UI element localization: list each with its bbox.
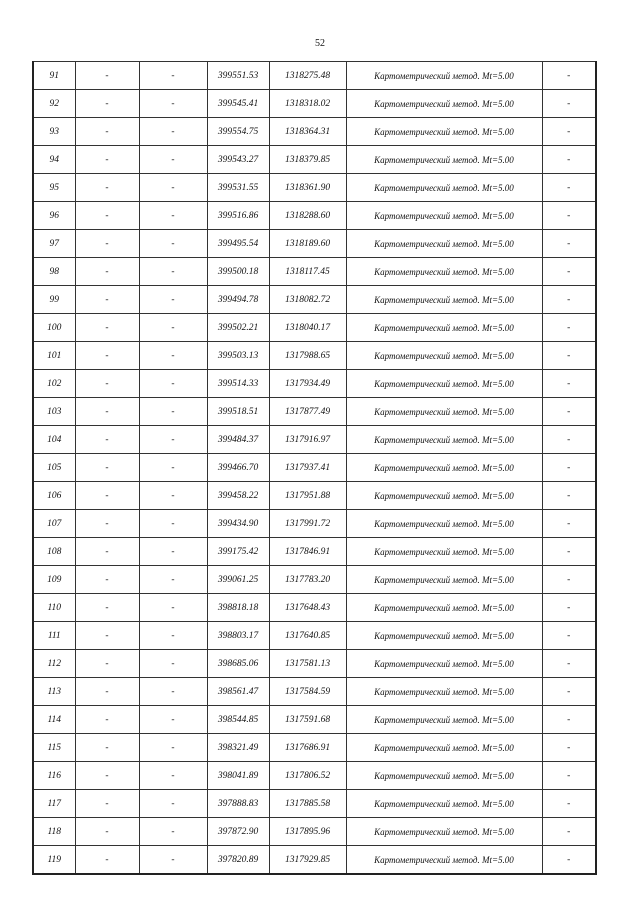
page-number: 52 bbox=[315, 38, 325, 49]
point-number-cell: 119 bbox=[33, 846, 75, 875]
y-coordinate-cell: 1317991.72 bbox=[269, 510, 346, 538]
point-number-cell: 117 bbox=[33, 790, 75, 818]
dash-cell: - bbox=[75, 706, 139, 734]
dash-cell: - bbox=[542, 482, 596, 510]
dash-cell: - bbox=[75, 62, 139, 90]
table-row bbox=[33, 342, 596, 370]
dash-cell: - bbox=[139, 762, 207, 790]
y-coordinate-cell: 1317686.91 bbox=[269, 734, 346, 762]
x-coordinate-cell: 399458.22 bbox=[207, 482, 269, 510]
y-coordinate-cell: 1318318.02 bbox=[269, 90, 346, 118]
y-coordinate-cell: 1318361.90 bbox=[269, 174, 346, 202]
method-cell: Картометрический метод. Mt=5.00 bbox=[346, 426, 542, 454]
point-number-cell: 96 bbox=[33, 202, 75, 230]
x-coordinate-cell: 398321.49 bbox=[207, 734, 269, 762]
y-coordinate-cell: 1318364.31 bbox=[269, 118, 346, 146]
y-coordinate-cell: 1317934.49 bbox=[269, 370, 346, 398]
dash-cell: - bbox=[75, 230, 139, 258]
x-coordinate-cell: 399531.55 bbox=[207, 174, 269, 202]
x-coordinate-cell: 399543.27 bbox=[207, 146, 269, 174]
dash-cell: - bbox=[75, 454, 139, 482]
dash-cell: - bbox=[75, 286, 139, 314]
x-coordinate-cell: 399484.37 bbox=[207, 426, 269, 454]
dash-cell: - bbox=[75, 482, 139, 510]
x-coordinate-cell: 399545.41 bbox=[207, 90, 269, 118]
y-coordinate-cell: 1317916.97 bbox=[269, 426, 346, 454]
x-coordinate-cell: 399514.33 bbox=[207, 370, 269, 398]
method-cell: Картометрический метод. Mt=5.00 bbox=[346, 370, 542, 398]
dash-cell: - bbox=[139, 538, 207, 566]
dash-cell: - bbox=[139, 818, 207, 846]
dash-cell: - bbox=[139, 706, 207, 734]
y-coordinate-cell: 1318288.60 bbox=[269, 202, 346, 230]
point-number-cell: 104 bbox=[33, 426, 75, 454]
y-coordinate-cell: 1317640.85 bbox=[269, 622, 346, 650]
dash-cell: - bbox=[75, 174, 139, 202]
dash-cell: - bbox=[542, 398, 596, 426]
method-cell: Картометрический метод. Mt=5.00 bbox=[346, 230, 542, 258]
point-number-cell: 112 bbox=[33, 650, 75, 678]
x-coordinate-cell: 399518.51 bbox=[207, 398, 269, 426]
dash-cell: - bbox=[75, 622, 139, 650]
x-coordinate-cell: 399500.18 bbox=[207, 258, 269, 286]
point-number-cell: 94 bbox=[33, 146, 75, 174]
dash-cell: - bbox=[542, 454, 596, 482]
method-cell: Картометрический метод. Mt=5.00 bbox=[346, 762, 542, 790]
point-number-cell: 107 bbox=[33, 510, 75, 538]
dash-cell: - bbox=[75, 566, 139, 594]
method-cell: Картометрический метод. Mt=5.00 bbox=[346, 482, 542, 510]
table-row bbox=[33, 314, 596, 342]
table-row bbox=[33, 538, 596, 566]
y-coordinate-cell: 1317895.96 bbox=[269, 818, 346, 846]
point-number-cell: 91 bbox=[33, 62, 75, 90]
table-row bbox=[33, 202, 596, 230]
point-number-cell: 111 bbox=[33, 622, 75, 650]
table-row bbox=[33, 706, 596, 734]
dash-cell: - bbox=[542, 762, 596, 790]
dash-cell: - bbox=[139, 146, 207, 174]
dash-cell: - bbox=[542, 538, 596, 566]
dash-cell: - bbox=[139, 118, 207, 146]
table-row bbox=[33, 846, 596, 875]
table-row bbox=[33, 398, 596, 426]
coordinates-table bbox=[32, 61, 597, 875]
dash-cell: - bbox=[75, 202, 139, 230]
x-coordinate-cell: 399494.78 bbox=[207, 286, 269, 314]
point-number-cell: 113 bbox=[33, 678, 75, 706]
dash-cell: - bbox=[139, 734, 207, 762]
dash-cell: - bbox=[542, 146, 596, 174]
dash-cell: - bbox=[75, 734, 139, 762]
dash-cell: - bbox=[75, 762, 139, 790]
dash-cell: - bbox=[542, 594, 596, 622]
x-coordinate-cell: 399434.90 bbox=[207, 510, 269, 538]
point-number-cell: 114 bbox=[33, 706, 75, 734]
dash-cell: - bbox=[542, 846, 596, 875]
x-coordinate-cell: 399554.75 bbox=[207, 118, 269, 146]
table-row bbox=[33, 650, 596, 678]
dash-cell: - bbox=[139, 398, 207, 426]
dash-cell: - bbox=[542, 566, 596, 594]
y-coordinate-cell: 1317877.49 bbox=[269, 398, 346, 426]
dash-cell: - bbox=[139, 678, 207, 706]
point-number-cell: 97 bbox=[33, 230, 75, 258]
dash-cell: - bbox=[542, 650, 596, 678]
y-coordinate-cell: 1317581.13 bbox=[269, 650, 346, 678]
dash-cell: - bbox=[139, 454, 207, 482]
table-row bbox=[33, 790, 596, 818]
point-number-cell: 115 bbox=[33, 734, 75, 762]
dash-cell: - bbox=[542, 426, 596, 454]
dash-cell: - bbox=[542, 286, 596, 314]
table-row bbox=[33, 482, 596, 510]
y-coordinate-cell: 1317951.88 bbox=[269, 482, 346, 510]
dash-cell: - bbox=[542, 818, 596, 846]
dash-cell: - bbox=[542, 202, 596, 230]
dash-cell: - bbox=[542, 510, 596, 538]
x-coordinate-cell: 399175.42 bbox=[207, 538, 269, 566]
point-number-cell: 109 bbox=[33, 566, 75, 594]
x-coordinate-cell: 399516.86 bbox=[207, 202, 269, 230]
x-coordinate-cell: 398803.17 bbox=[207, 622, 269, 650]
dash-cell: - bbox=[139, 594, 207, 622]
x-coordinate-cell: 398685.06 bbox=[207, 650, 269, 678]
dash-cell: - bbox=[139, 650, 207, 678]
method-cell: Картометрический метод. Mt=5.00 bbox=[346, 678, 542, 706]
x-coordinate-cell: 397888.83 bbox=[207, 790, 269, 818]
dash-cell: - bbox=[75, 426, 139, 454]
point-number-cell: 110 bbox=[33, 594, 75, 622]
dash-cell: - bbox=[542, 706, 596, 734]
point-number-cell: 101 bbox=[33, 342, 75, 370]
table-row bbox=[33, 818, 596, 846]
y-coordinate-cell: 1318275.48 bbox=[269, 62, 346, 90]
dash-cell: - bbox=[75, 818, 139, 846]
dash-cell: - bbox=[139, 62, 207, 90]
point-number-cell: 100 bbox=[33, 314, 75, 342]
method-cell: Картометрический метод. Mt=5.00 bbox=[346, 566, 542, 594]
dash-cell: - bbox=[542, 678, 596, 706]
dash-cell: - bbox=[139, 314, 207, 342]
dash-cell: - bbox=[542, 230, 596, 258]
method-cell: Картометрический метод. Mt=5.00 bbox=[346, 846, 542, 875]
point-number-cell: 108 bbox=[33, 538, 75, 566]
dash-cell: - bbox=[139, 174, 207, 202]
y-coordinate-cell: 1317584.59 bbox=[269, 678, 346, 706]
y-coordinate-cell: 1318082.72 bbox=[269, 286, 346, 314]
dash-cell: - bbox=[139, 566, 207, 594]
dash-cell: - bbox=[75, 398, 139, 426]
method-cell: Картометрический метод. Mt=5.00 bbox=[346, 118, 542, 146]
y-coordinate-cell: 1318040.17 bbox=[269, 314, 346, 342]
method-cell: Картометрический метод. Mt=5.00 bbox=[346, 454, 542, 482]
table-row bbox=[33, 174, 596, 202]
dash-cell: - bbox=[139, 790, 207, 818]
dash-cell: - bbox=[75, 510, 139, 538]
dash-cell: - bbox=[75, 846, 139, 875]
dash-cell: - bbox=[75, 678, 139, 706]
point-number-cell: 102 bbox=[33, 370, 75, 398]
y-coordinate-cell: 1317806.52 bbox=[269, 762, 346, 790]
dash-cell: - bbox=[75, 342, 139, 370]
dash-cell: - bbox=[542, 314, 596, 342]
dash-cell: - bbox=[139, 622, 207, 650]
x-coordinate-cell: 398561.47 bbox=[207, 678, 269, 706]
dash-cell: - bbox=[75, 118, 139, 146]
table-row bbox=[33, 286, 596, 314]
dash-cell: - bbox=[542, 622, 596, 650]
method-cell: Картометрический метод. Mt=5.00 bbox=[346, 538, 542, 566]
y-coordinate-cell: 1317929.85 bbox=[269, 846, 346, 875]
point-number-cell: 95 bbox=[33, 174, 75, 202]
table-row bbox=[33, 762, 596, 790]
dash-cell: - bbox=[75, 538, 139, 566]
dash-cell: - bbox=[75, 650, 139, 678]
method-cell: Картометрический метод. Mt=5.00 bbox=[346, 510, 542, 538]
table-row bbox=[33, 146, 596, 174]
point-number-cell: 106 bbox=[33, 482, 75, 510]
point-number-cell: 92 bbox=[33, 90, 75, 118]
table-row bbox=[33, 510, 596, 538]
table-row bbox=[33, 370, 596, 398]
table-row bbox=[33, 118, 596, 146]
method-cell: Картометрический метод. Mt=5.00 bbox=[346, 650, 542, 678]
point-number-cell: 93 bbox=[33, 118, 75, 146]
x-coordinate-cell: 398544.85 bbox=[207, 706, 269, 734]
dash-cell: - bbox=[75, 90, 139, 118]
method-cell: Картометрический метод. Mt=5.00 bbox=[346, 734, 542, 762]
dash-cell: - bbox=[139, 286, 207, 314]
x-coordinate-cell: 398041.89 bbox=[207, 762, 269, 790]
point-number-cell: 103 bbox=[33, 398, 75, 426]
dash-cell: - bbox=[75, 146, 139, 174]
x-coordinate-cell: 397820.89 bbox=[207, 846, 269, 875]
x-coordinate-cell: 399061.25 bbox=[207, 566, 269, 594]
method-cell: Картометрический метод. Mt=5.00 bbox=[346, 790, 542, 818]
dash-cell: - bbox=[75, 594, 139, 622]
method-cell: Картометрический метод. Mt=5.00 bbox=[346, 398, 542, 426]
dash-cell: - bbox=[75, 790, 139, 818]
dash-cell: - bbox=[542, 370, 596, 398]
y-coordinate-cell: 1317988.65 bbox=[269, 342, 346, 370]
y-coordinate-cell: 1317885.58 bbox=[269, 790, 346, 818]
dash-cell: - bbox=[139, 342, 207, 370]
y-coordinate-cell: 1317648.43 bbox=[269, 594, 346, 622]
x-coordinate-cell: 399503.13 bbox=[207, 342, 269, 370]
table-row bbox=[33, 62, 596, 90]
method-cell: Картометрический метод. Mt=5.00 bbox=[346, 342, 542, 370]
point-number-cell: 118 bbox=[33, 818, 75, 846]
y-coordinate-cell: 1318189.60 bbox=[269, 230, 346, 258]
method-cell: Картометрический метод. Mt=5.00 bbox=[346, 594, 542, 622]
method-cell: Картометрический метод. Mt=5.00 bbox=[346, 174, 542, 202]
dash-cell: - bbox=[75, 258, 139, 286]
x-coordinate-cell: 399551.53 bbox=[207, 62, 269, 90]
x-coordinate-cell: 399502.21 bbox=[207, 314, 269, 342]
table-row bbox=[33, 230, 596, 258]
point-number-cell: 116 bbox=[33, 762, 75, 790]
table-row bbox=[33, 622, 596, 650]
y-coordinate-cell: 1317783.20 bbox=[269, 566, 346, 594]
method-cell: Картометрический метод. Mt=5.00 bbox=[346, 622, 542, 650]
dash-cell: - bbox=[542, 62, 596, 90]
table-row bbox=[33, 90, 596, 118]
dash-cell: - bbox=[139, 230, 207, 258]
dash-cell: - bbox=[542, 342, 596, 370]
method-cell: Картометрический метод. Mt=5.00 bbox=[346, 146, 542, 174]
table-row bbox=[33, 258, 596, 286]
dash-cell: - bbox=[139, 510, 207, 538]
dash-cell: - bbox=[139, 846, 207, 875]
dash-cell: - bbox=[75, 314, 139, 342]
table-row bbox=[33, 566, 596, 594]
table-row bbox=[33, 594, 596, 622]
point-number-cell: 105 bbox=[33, 454, 75, 482]
table-row bbox=[33, 734, 596, 762]
dash-cell: - bbox=[542, 790, 596, 818]
table-row bbox=[33, 426, 596, 454]
y-coordinate-cell: 1317846.91 bbox=[269, 538, 346, 566]
dash-cell: - bbox=[139, 258, 207, 286]
dash-cell: - bbox=[75, 370, 139, 398]
method-cell: Картометрический метод. Mt=5.00 bbox=[346, 62, 542, 90]
method-cell: Картометрический метод. Mt=5.00 bbox=[346, 90, 542, 118]
table-body bbox=[33, 62, 596, 875]
y-coordinate-cell: 1318379.85 bbox=[269, 146, 346, 174]
method-cell: Картометрический метод. Mt=5.00 bbox=[346, 202, 542, 230]
y-coordinate-cell: 1317591.68 bbox=[269, 706, 346, 734]
y-coordinate-cell: 1317937.41 bbox=[269, 454, 346, 482]
table-row bbox=[33, 678, 596, 706]
dash-cell: - bbox=[139, 426, 207, 454]
table-row bbox=[33, 454, 596, 482]
dash-cell: - bbox=[542, 258, 596, 286]
method-cell: Картометрический метод. Mt=5.00 bbox=[346, 706, 542, 734]
method-cell: Картометрический метод. Mt=5.00 bbox=[346, 818, 542, 846]
dash-cell: - bbox=[542, 174, 596, 202]
x-coordinate-cell: 397872.90 bbox=[207, 818, 269, 846]
dash-cell: - bbox=[542, 118, 596, 146]
dash-cell: - bbox=[139, 202, 207, 230]
point-number-cell: 98 bbox=[33, 258, 75, 286]
method-cell: Картометрический метод. Mt=5.00 bbox=[346, 258, 542, 286]
y-coordinate-cell: 1318117.45 bbox=[269, 258, 346, 286]
point-number-cell: 99 bbox=[33, 286, 75, 314]
dash-cell: - bbox=[542, 90, 596, 118]
dash-cell: - bbox=[139, 90, 207, 118]
dash-cell: - bbox=[542, 734, 596, 762]
x-coordinate-cell: 398818.18 bbox=[207, 594, 269, 622]
x-coordinate-cell: 399466.70 bbox=[207, 454, 269, 482]
method-cell: Картометрический метод. Mt=5.00 bbox=[346, 314, 542, 342]
method-cell: Картометрический метод. Mt=5.00 bbox=[346, 286, 542, 314]
x-coordinate-cell: 399495.54 bbox=[207, 230, 269, 258]
dash-cell: - bbox=[139, 482, 207, 510]
dash-cell: - bbox=[139, 370, 207, 398]
